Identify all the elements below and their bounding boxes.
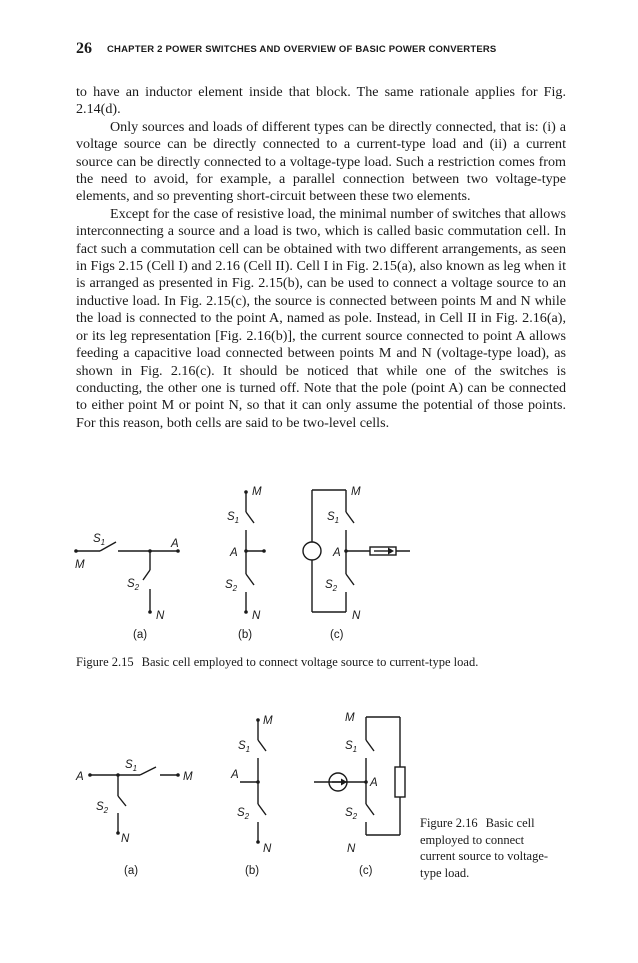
fig15a-label-N: N [156,610,165,622]
fig16a-label-S1: $S_1$ [125,759,138,773]
fig15a-label-A: A [171,538,179,550]
fig16c-label-M: M [345,712,355,724]
figure-2-15-caption [76,655,478,670]
figure-2-15 [0,470,638,650]
fig16b-label-N: N [263,843,272,855]
figure-2-15-caption-label: Figure 2.15 [76,655,134,669]
fig16a-label-M: M [183,771,193,783]
fig16a-label-A: A [76,771,84,783]
fig16-circuit-b [240,720,266,842]
fig15c-label-S2: $S_2$ [325,579,338,593]
fig15-circuit-a [76,542,178,612]
fig15b-label-A: A [230,547,238,559]
fig16b-label-M: M [263,715,273,727]
figure-2-16-caption-label: Figure 2.16 [420,816,478,830]
fig16c-label-S1: $S_1$ [345,740,358,754]
fig16b-label-S1: $S_1$ [238,740,251,754]
fig16a-caption: (a) [124,865,139,877]
fig16c-load [390,700,410,850]
fig16a-label-N: N [121,833,130,845]
fig15a-label-S1: $S_1$ [93,533,106,547]
running-head: CHAPTER 2 POWER SWITCHES AND OVERVIEW OF BASIC POWER CONVERTERS [107,44,497,55]
fig15c-caption: (c) [330,629,344,641]
fig16c-label-A: A [370,777,378,789]
fig15c-label-N: N [352,610,361,622]
fig15c-label-M: M [351,486,361,498]
fig16c-caption: (c) [359,865,373,877]
fig15-circuit-b [246,492,264,612]
page-number: 26 [76,40,92,57]
fig16b-caption: (b) [245,865,260,877]
fig15b-label-S1: $S_1$ [227,511,240,525]
fig15c-label-A: A [333,547,341,559]
fig16b-label-A: A [231,769,239,781]
fig15c-label-S1: $S_1$ [327,511,340,525]
fig15a-label-S2: $S_2$ [127,578,140,592]
fig15b-label-M: M [252,486,262,498]
paragraph-2: Only sources and loads of different types can be directly connected, that is: (i) a voltage source can be directly connected to a current-type load and (ii) a current source can be directly connected to a voltage-type load. Such a restriction comes from the need to avoid, for example, a parallel connection between two voltage-type elements, and so preventing short-circuit between these two elements. [76,118,566,205]
fig15a-label-M: M [75,559,85,571]
paragraph-3: Except for the case of resistive load, the minimal number of switches that allows interconnecting a source and a load is two, which is called basic commutation cell. In fact such a commutation cell can be obtained with two different arrangements, as seen in Figs 2.15 (Cell I) and 2.16 (Cell II). Cell I in Fig. 2.15(a), also known as leg when it is arranged as presented in Fig. 2.15(b), can be used to connect a voltage source to an inductive load. In Fig. 2.15(c), the source is connected between points M and N while the load is connected to the point A, named as pole. Instead, in Cell II in Fig. 2.16(a), or its leg representation [Fig. 2.16(b)], the current source connected to point A allows feeding a capacitive load connected between points M and N (voltage-type load), as shown in Fig. 2.16(c). It should be noticed that while one of the switches is conducting, the other one is turned off. Note that the pole (point A) can be connected to either point M or point N, so that it can only assume the potential of those points. For this reason, both cells are said to be two-level cells. [76,205,566,431]
figure-2-16-caption [420,815,560,881]
fig16a-label-S2: $S_2$ [96,801,109,815]
fig15b-label-S2: $S_2$ [225,579,238,593]
fig15a-caption: (a) [133,629,148,641]
fig16-circuit-a [90,767,178,833]
fig15b-caption: (b) [238,629,253,641]
fig15b-label-N: N [252,610,261,622]
figure-2-15-caption-text: Basic cell employed to connect voltage source to current-type load. [141,655,479,669]
figure-2-16-caption-text: Basic cell employed to connect current source to voltage-type load. [420,816,549,880]
page-header [76,40,566,60]
figure-2-16 [0,700,400,885]
fig16b-label-S2: $S_2$ [237,807,250,821]
body-text [76,84,566,432]
fig16c-label-S2: $S_2$ [345,807,358,821]
fig16c-label-N: N [347,843,356,855]
paragraph-1: to have an inductor element inside that block. The same rationale applies for Fig. 2.14(d). [76,84,566,118]
